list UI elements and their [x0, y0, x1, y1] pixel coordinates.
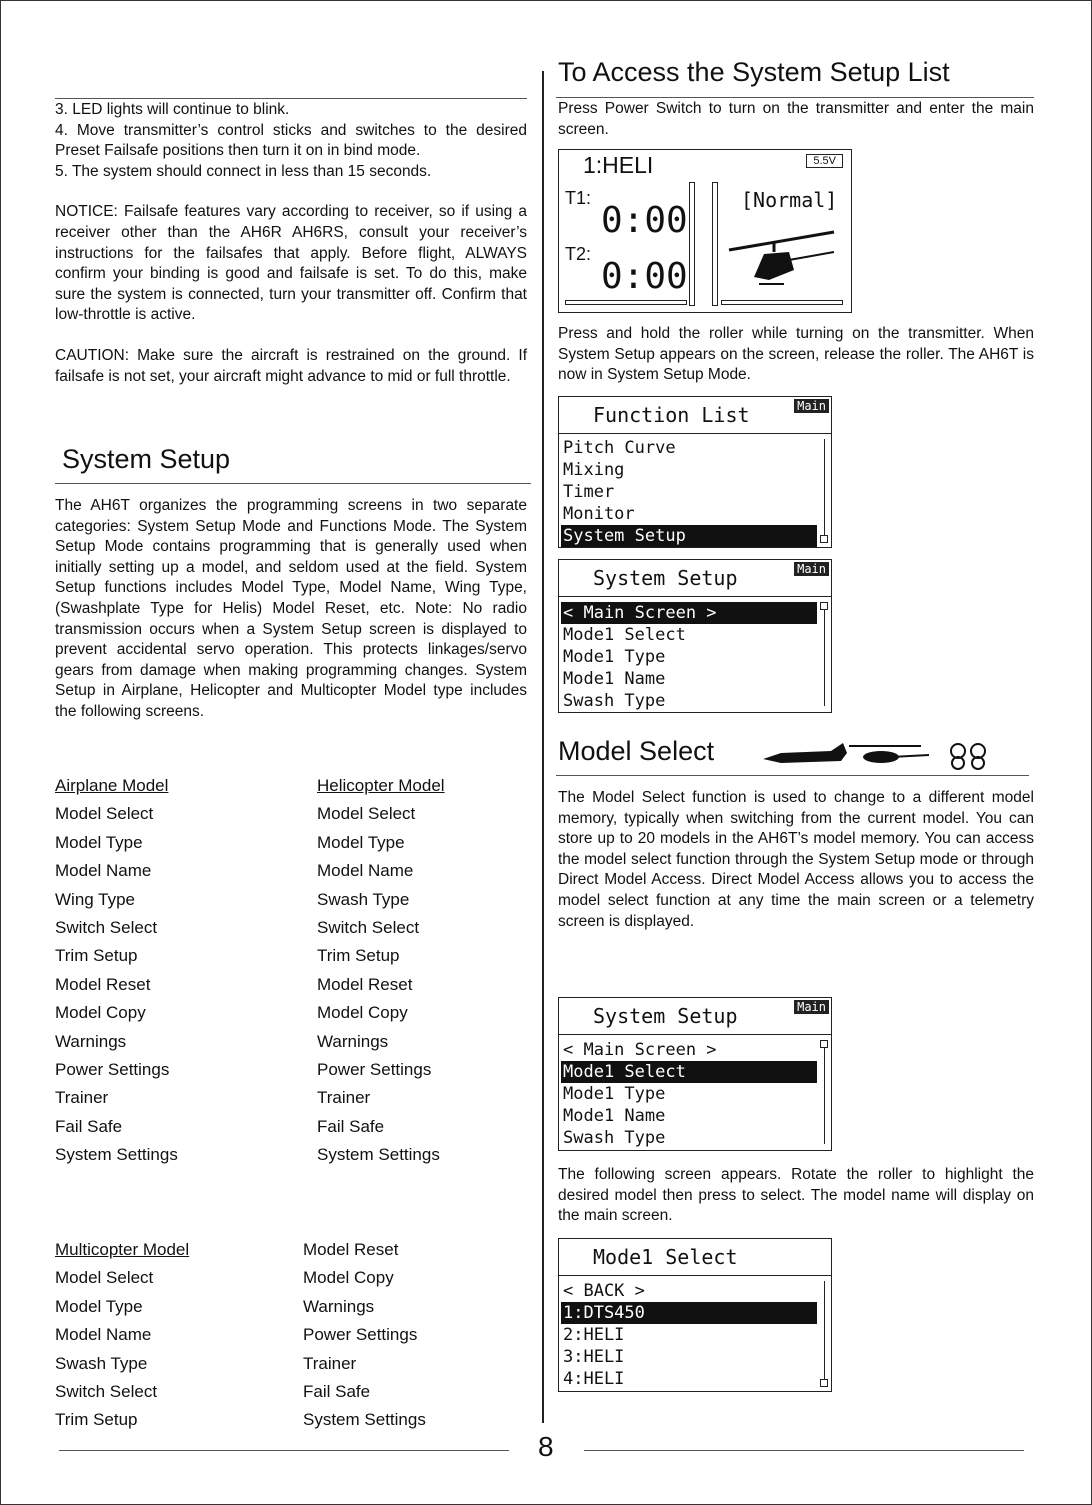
- lcd-title: System Setup: [559, 998, 831, 1035]
- system-setup-text: The AH6T organizes the programming screens in two separate categories: System Setup Mode and Functions Mode. The System Setup Mode contains programming that is generally used when initially setting up a model, and seldom used at the field. System Setup functions includes Model Type, Model Name, Wing Type, (Swashplate Type for Helis) Model Reset, etc. Note: No radio transmission occurs when a System Setup screen is displayed to prevent accidental servo operation. This protects linkages/servo gears from damage when making programming changes. System Setup in Airplane, Helicopter and Multicopter Model type includes the following screens.: [55, 497, 527, 720]
- footer-rule-right: [584, 1450, 1024, 1451]
- airplane-icon: [763, 743, 847, 763]
- divider: [55, 483, 531, 484]
- lcd-item: 2:HELI: [563, 1325, 625, 1345]
- lcd-item: 4:HELI: [563, 1369, 625, 1389]
- multicopter-list: [55, 1236, 189, 1435]
- model-name: 1:HELI: [583, 152, 654, 178]
- list-item: Model Copy: [303, 1268, 394, 1288]
- system-setup-lcd: [558, 559, 832, 713]
- list-item: Model Name: [55, 861, 152, 881]
- hold-roller-text: Press and hold the roller while turning on the transmitter. When System Setup appears on the screen, release the roller. The AH6T is now in System Setup Mode.: [558, 325, 1034, 384]
- lcd-item: Monitor: [563, 504, 635, 524]
- lcd-item: Mode1 Type: [563, 1084, 666, 1104]
- list-item: Model Name: [317, 861, 414, 881]
- lcd-item-selected: System Setup: [561, 525, 817, 547]
- access-heading: To Access the System Setup List: [558, 57, 950, 87]
- list-item: Trim Setup: [317, 946, 400, 966]
- list-item: Model Type: [55, 832, 143, 852]
- caution-text: CAUTION: Make sure the aircraft is restrained on the ground. If failsafe is not set, your aircraft might advance to mid or full throttle.: [55, 346, 527, 385]
- lcd-item: Mixing: [563, 460, 625, 480]
- multicopter-heading: Multicopter Model: [55, 1240, 190, 1259]
- divider: [55, 98, 527, 99]
- helicopter-list: [317, 772, 445, 1169]
- main-tag: Main: [794, 562, 829, 576]
- trim-bar-bottom-left: [565, 300, 687, 305]
- step-3: 3. LED lights will continue to blink.: [55, 101, 290, 118]
- divider: [556, 97, 1034, 98]
- list-item: System Settings: [317, 1145, 440, 1165]
- lcd-item: 3:HELI: [563, 1347, 625, 1367]
- list-item: Warnings: [317, 1031, 389, 1051]
- list-item: Swash Type: [317, 889, 410, 909]
- list-item: Model Type: [55, 1296, 143, 1316]
- main-screen-lcd: [558, 149, 852, 313]
- model-select-lcd: [558, 1238, 832, 1392]
- list-item: Model Reset: [303, 1240, 399, 1259]
- list-item: Trainer: [55, 1088, 109, 1108]
- lcd-item: Mode1 Type: [563, 647, 666, 667]
- system-setup-lcd-2: [558, 997, 832, 1151]
- notice-text: NOTICE: Failsafe features vary according to receiver, so if using a receiver other than the AH6R AH6RS, consult your receiver’s instructions for the failsafes that apply. Before flight, ALWAYS confirm your binding is good and failsafe is set. To do this, make sure the system is connected, turn your transmitter off. Confirm that low-throttle is active.: [55, 203, 527, 324]
- list-item: Model Select: [55, 804, 154, 824]
- lcd-item: Mode1 Name: [563, 669, 666, 689]
- list-item: Switch Select: [317, 917, 420, 937]
- list-item: Warnings: [303, 1296, 375, 1316]
- list-item: System Settings: [303, 1410, 426, 1430]
- trim-bar-left: [689, 182, 695, 306]
- timer-2-label: T2:: [565, 244, 592, 264]
- trim-bar-bottom-right: [721, 300, 843, 305]
- list-item: Fail Safe: [303, 1381, 371, 1401]
- list-item: Trim Setup: [55, 1410, 138, 1430]
- lcd-title: Function List: [559, 397, 831, 434]
- footer-rule-left: [59, 1450, 509, 1451]
- list-item: Model Reset: [317, 974, 413, 994]
- scrollbar: [824, 439, 826, 541]
- main-tag: Main: [794, 1000, 829, 1014]
- aircraft-icons: [761, 741, 996, 771]
- list-item: Model Type: [317, 832, 405, 852]
- scrollbar-thumb: [820, 602, 828, 610]
- list-item: Model Reset: [55, 974, 151, 994]
- list-item: Fail Safe: [55, 1116, 123, 1136]
- list-item: Power Settings: [303, 1325, 418, 1345]
- model-select-heading: Model Select: [558, 736, 715, 766]
- following-screen-text: The following screen appears. Rotate the roller to highlight the desired model then press to select. The model name will display on the main screen.: [558, 1166, 1034, 1225]
- system-setup-heading: System Setup: [62, 444, 231, 474]
- scrollbar-thumb: [820, 1040, 828, 1048]
- column-divider: [542, 71, 544, 1423]
- list-item: System Settings: [55, 1145, 178, 1165]
- multicopter-list-2: [303, 1236, 426, 1435]
- timer-2-value: 0:00: [601, 256, 688, 297]
- lcd-item: Mode1 Select: [563, 625, 686, 645]
- list-item: Switch Select: [55, 1381, 158, 1401]
- access-text: Press Power Switch to turn on the transmitter and enter the main screen.: [558, 100, 1034, 138]
- timer-1-label: T1:: [565, 188, 592, 208]
- list-item: Model Select: [55, 1268, 154, 1288]
- trim-bar-right: [712, 182, 718, 306]
- list-item: Trim Setup: [55, 946, 138, 966]
- divider: [556, 775, 1029, 776]
- model-select-text: The Model Select function is used to change to a different model memory, typically when switching from the current model. You can store up to 20 models in the AH6T’s model memory. You can access the model select function through the System Setup mode or through Direct Model Access. Direct Model Access allows you to access the model select function at any time the main screen or a telemetry screen is displayed.: [558, 789, 1034, 930]
- scrollbar-thumb: [820, 1379, 828, 1387]
- list-item: Model Name: [55, 1325, 152, 1345]
- lcd-item: Pitch Curve: [563, 438, 676, 458]
- list-item: Warnings: [55, 1031, 127, 1051]
- list-item: Trainer: [303, 1353, 357, 1373]
- lcd-item: Mode1 Name: [563, 1106, 666, 1126]
- lcd-title: Mode1 Select: [559, 1239, 831, 1276]
- list-item: Wing Type: [55, 889, 136, 909]
- helicopter-icon: [724, 222, 839, 290]
- helicopter-heading: Helicopter Model: [317, 776, 445, 795]
- function-list-lcd: [558, 396, 832, 548]
- airplane-heading: Airplane Model: [55, 776, 169, 795]
- lcd-title: System Setup: [559, 560, 831, 597]
- lcd-item-selected: < Main Screen >: [561, 602, 817, 624]
- scrollbar: [824, 1040, 826, 1144]
- list-item: Model Copy: [317, 1003, 408, 1023]
- lcd-item: < BACK >: [563, 1281, 645, 1301]
- helicopter-silhouette-icon: [849, 746, 929, 763]
- list-item: Swash Type: [55, 1353, 148, 1373]
- list-item: Fail Safe: [317, 1116, 385, 1136]
- list-item: Power Settings: [55, 1059, 170, 1079]
- lcd-item-selected: 1:DTS450: [561, 1302, 817, 1324]
- lcd-item-selected: Mode1 Select: [561, 1061, 817, 1083]
- scrollbar: [824, 1281, 826, 1385]
- step-4: 4. Move transmitter’s control sticks and switches to the desired Preset Failsafe positions then turn it on in bind mode.: [55, 121, 527, 160]
- lcd-item: Timer: [563, 482, 615, 502]
- scrollbar: [824, 602, 826, 706]
- flight-mode: [Normal]: [741, 188, 838, 212]
- timer-1-value: 0:00: [601, 200, 688, 241]
- list-item: Model Select: [317, 804, 416, 824]
- lcd-item: Swash Type: [563, 691, 666, 711]
- page-number: 8: [538, 1431, 554, 1462]
- lcd-item: Swash Type: [563, 1128, 666, 1148]
- lcd-item: < Main Screen >: [563, 1040, 717, 1060]
- multicopter-icon: [951, 744, 985, 769]
- list-item: Model Copy: [55, 1003, 146, 1023]
- main-tag: Main: [794, 399, 829, 413]
- list-item: Power Settings: [317, 1059, 432, 1079]
- step-5: 5. The system should connect in less than 15 seconds.: [55, 162, 432, 180]
- battery-indicator: 5.5V: [806, 154, 843, 168]
- airplane-list: [55, 772, 178, 1169]
- list-item: Trainer: [317, 1088, 371, 1108]
- failsafe-steps: [55, 100, 527, 387]
- scrollbar-thumb: [820, 535, 828, 543]
- list-item: Switch Select: [55, 917, 158, 937]
